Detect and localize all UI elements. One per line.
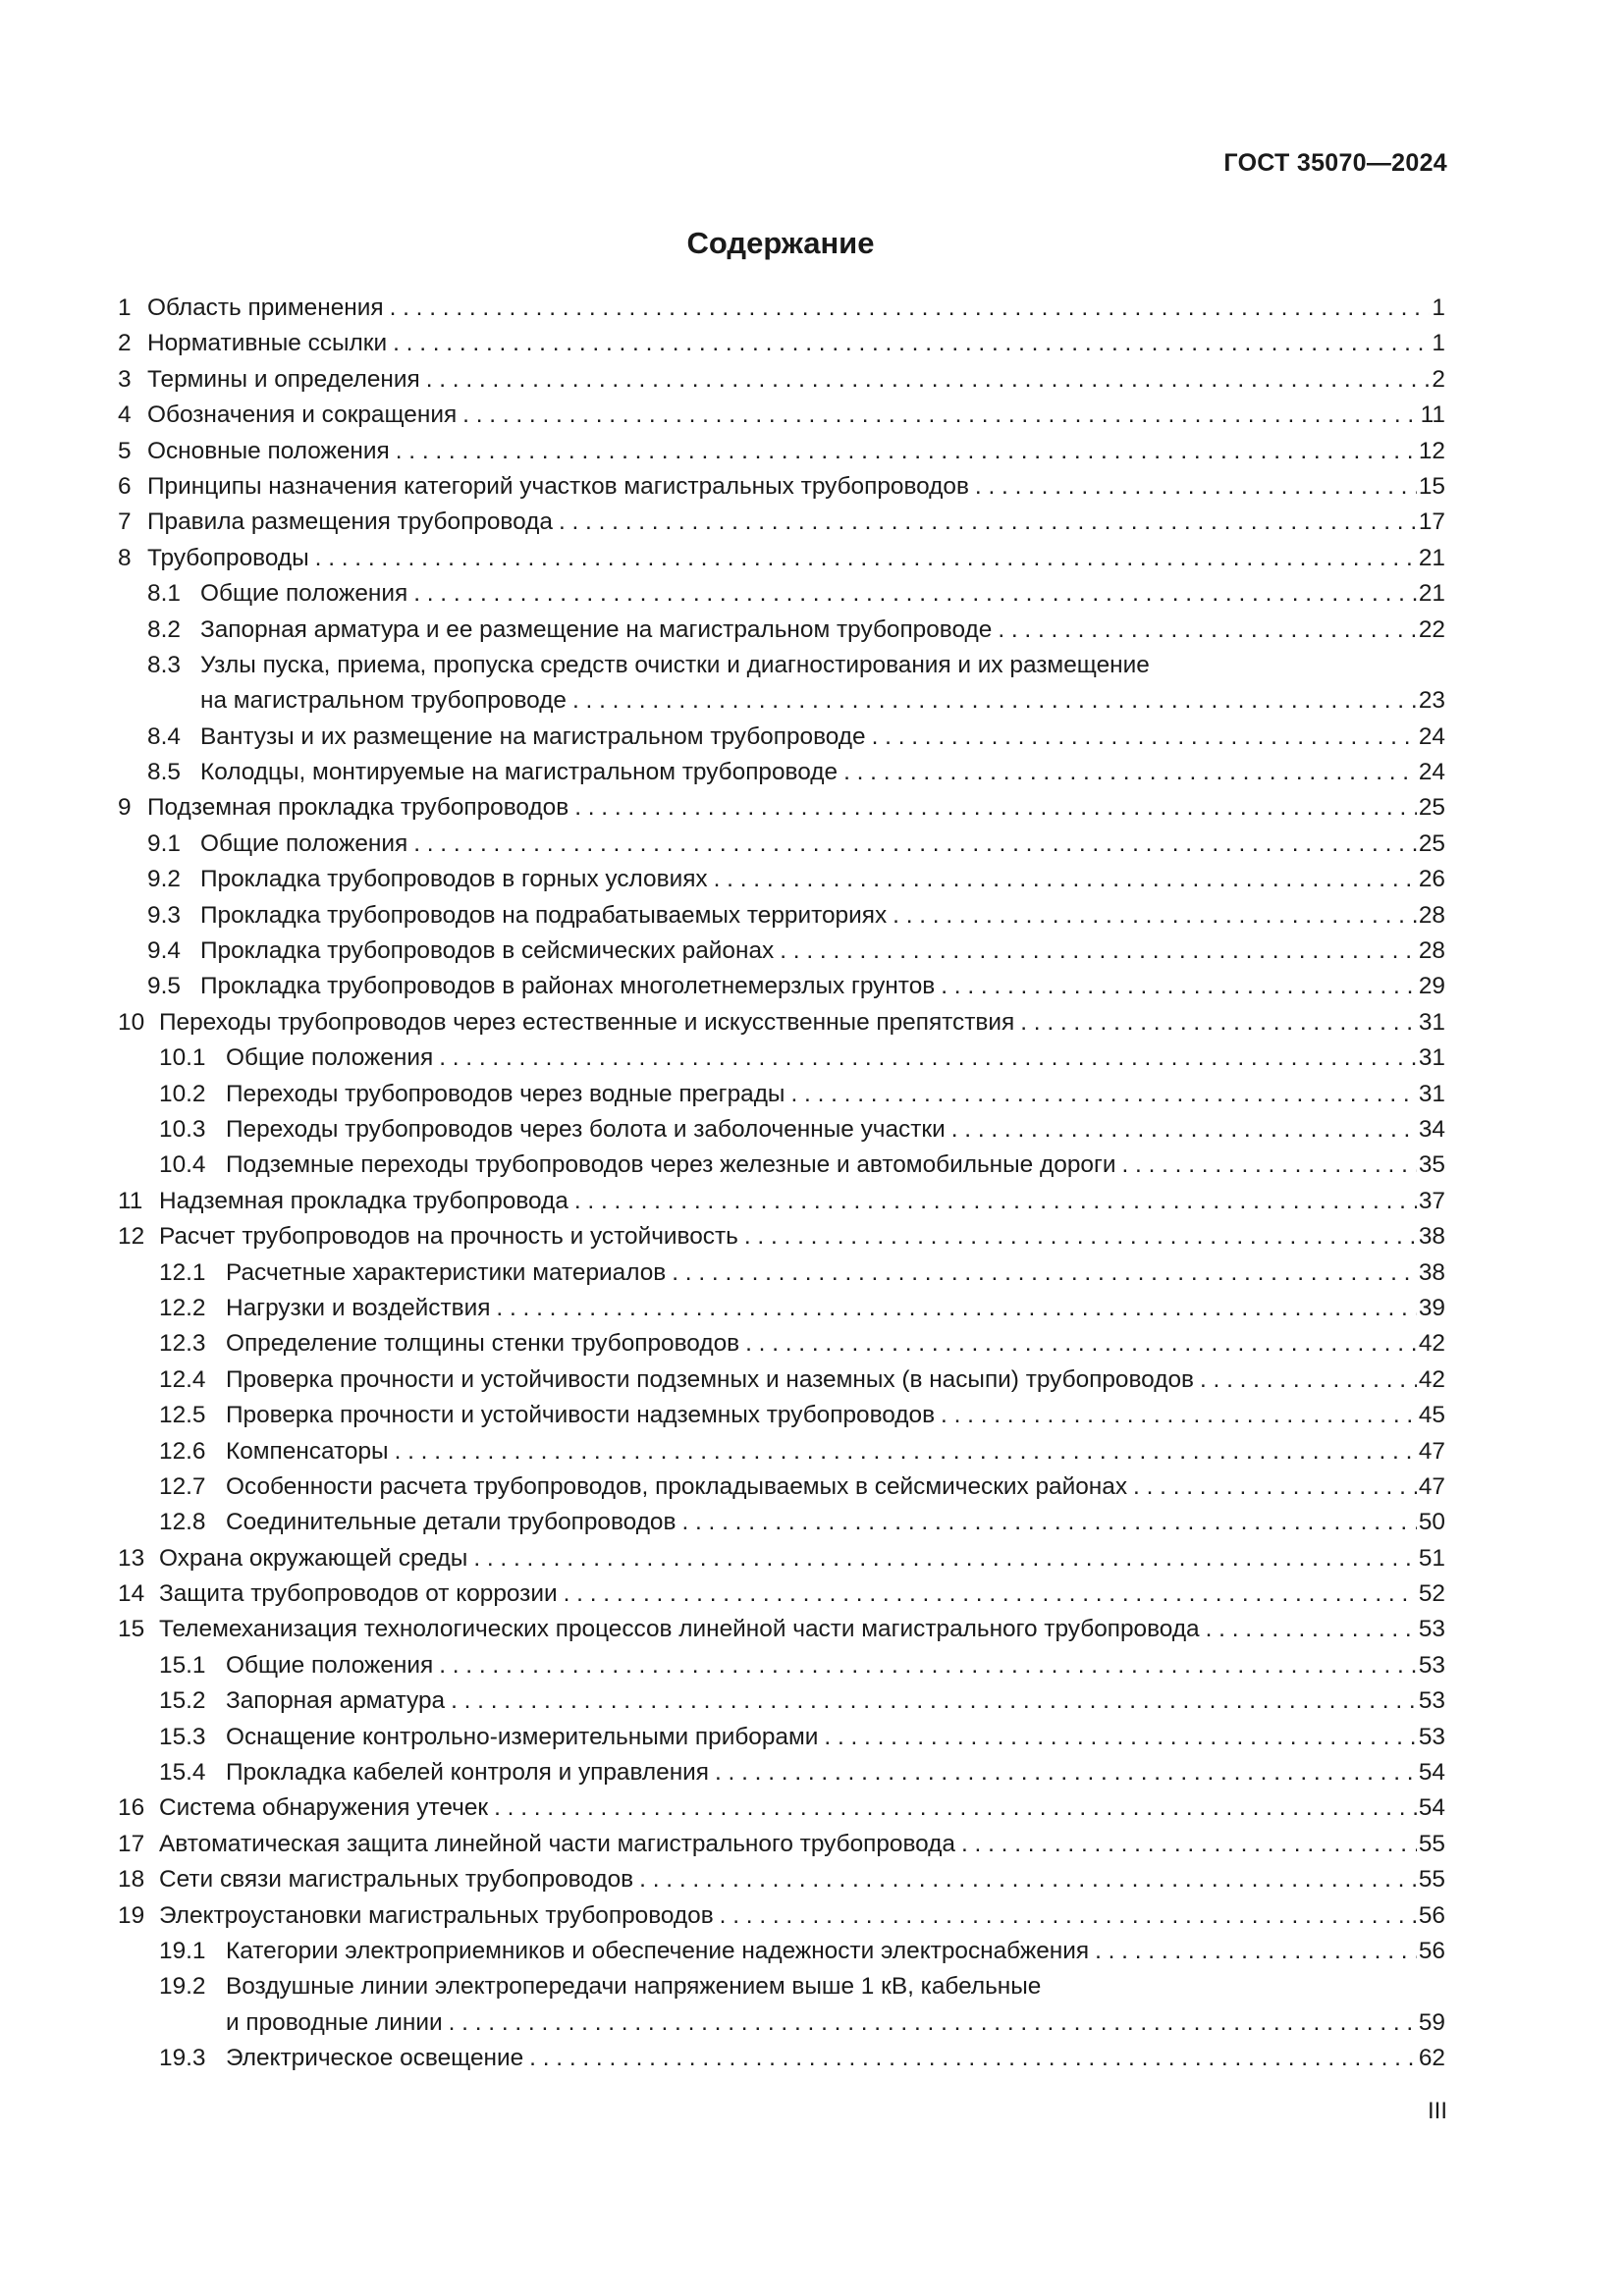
toc-entry[interactable] (118, 328, 1445, 363)
toc-entry-number: 14 (118, 1580, 145, 1608)
toc-entry-line (147, 830, 1445, 858)
toc-entry-line (118, 545, 1445, 572)
toc-entry-line (159, 1081, 1445, 1108)
toc-entry-line (118, 473, 1445, 501)
toc-entry-title: Надземная прокладка трубопровода (159, 1188, 574, 1215)
toc-dot-leader (1200, 1366, 1417, 1394)
toc-entry-title: Прокладка трубопроводов на подрабатываемых территориях (200, 902, 893, 930)
toc-entry[interactable] (118, 900, 1445, 935)
toc-entry-number: 2 (118, 330, 132, 357)
toc-entry-title: Охрана окружающей среды (159, 1545, 473, 1573)
toc-dot-leader (574, 1188, 1417, 1215)
toc-entry-line (159, 1366, 1445, 1394)
toc-entry-line (159, 1473, 1445, 1501)
toc-entry-page: 37 (1418, 1187, 1445, 1214)
toc-entry-line (159, 1402, 1445, 1429)
toc-entry-line (118, 1580, 1445, 1608)
toc-entry[interactable] (118, 400, 1445, 435)
toc-entry-title: Оснащение контрольно-измерительными приборами (226, 1724, 824, 1751)
toc-entry-page: 25 (1418, 829, 1445, 857)
toc-entry-number: 10.4 (159, 1151, 206, 1179)
toc-entry-continuation (118, 685, 1445, 721)
toc-entry-title: Общие положения (200, 830, 413, 858)
toc-entry-title: Основные положения (147, 438, 396, 465)
toc-entry[interactable] (118, 1221, 1445, 1256)
toc-entry[interactable] (118, 1436, 1445, 1471)
toc-entry-number: 3 (118, 365, 132, 393)
toc-entry-line (159, 2045, 1445, 2072)
toc-entry-page: 23 (1418, 687, 1445, 715)
toc-entry-number: 12.4 (159, 1365, 206, 1393)
toc-entry-title: Прокладка кабелей контроля и управления (226, 1759, 715, 1787)
toc-entry-page: 47 (1418, 1472, 1445, 1500)
toc-entry-page: 39 (1418, 1294, 1445, 1321)
toc-entry-number: 9.4 (147, 937, 181, 965)
toc-entry-number: 9.3 (147, 901, 181, 929)
toc-entry-line (159, 1044, 1445, 1072)
page-title: Содержание (686, 226, 875, 260)
toc-entry-line (147, 759, 1445, 786)
toc-entry-number: 6 (118, 472, 132, 500)
toc-entry-page: 54 (1418, 1794, 1445, 1822)
toc-dot-leader (824, 1724, 1416, 1751)
toc-entry[interactable] (118, 864, 1445, 899)
toc-entry-page: 21 (1418, 580, 1445, 608)
toc-entry-page: 56 (1418, 1937, 1445, 1964)
toc-entry[interactable] (118, 1507, 1445, 1542)
toc-entry-number: 16 (118, 1794, 145, 1822)
toc-entry-title: Обозначения и сокращения (147, 401, 462, 429)
toc-entry-number: 4 (118, 401, 132, 429)
toc-entry[interactable] (118, 2043, 1445, 2078)
toc-entry-line (118, 1545, 1445, 1573)
toc-entry-page: 29 (1418, 973, 1445, 1000)
toc-entry-title: Прокладка трубопроводов в районах многолетнемерзлых грунтов (200, 973, 941, 1000)
toc-dot-leader (714, 866, 1417, 893)
toc-entry-number: 15.4 (159, 1759, 206, 1787)
toc-entry-page: 17 (1418, 508, 1445, 536)
toc-entry[interactable] (118, 1042, 1445, 1078)
toc-entry[interactable] (118, 650, 1445, 685)
toc-dot-leader (872, 723, 1417, 751)
toc-dot-leader (843, 759, 1417, 786)
toc-entry-page: 52 (1418, 1580, 1445, 1608)
toc-entry-title-continued: на магистральном трубопроводе (200, 687, 572, 715)
toc-entry-number: 10.2 (159, 1080, 206, 1107)
toc-entry[interactable] (118, 935, 1445, 971)
toc-entry-number: 9 (118, 794, 132, 822)
toc-entry-page: 24 (1418, 759, 1445, 786)
toc-entry-page: 51 (1418, 1544, 1445, 1572)
toc-entry[interactable] (118, 1864, 1445, 1899)
toc-entry[interactable] (118, 1149, 1445, 1185)
toc-dot-leader (529, 2045, 1417, 2072)
toc-entry[interactable] (118, 1079, 1445, 1114)
toc-entry[interactable] (118, 1400, 1445, 1435)
toc-entry-number: 19 (118, 1901, 145, 1929)
toc-entry-number: 1 (118, 294, 132, 321)
toc-dot-leader (672, 1259, 1417, 1287)
toc-dot-leader (426, 366, 1431, 394)
toc-entry-number: 8 (118, 544, 132, 571)
toc-entry-page: 31 (1418, 1008, 1445, 1036)
toc-dot-leader (1095, 1938, 1417, 1965)
toc-entry-page: 53 (1418, 1616, 1445, 1643)
toc-entry-line (118, 1616, 1445, 1643)
toc-entry-number: 15 (118, 1616, 145, 1643)
toc-dot-leader (790, 1081, 1416, 1108)
toc-entry-number: 12.8 (159, 1509, 206, 1536)
toc-dot-leader (473, 1545, 1417, 1573)
toc-entry-page: 15 (1418, 472, 1445, 500)
toc-entry-line (118, 294, 1445, 322)
toc-entry-title: Автоматическая защита линейной части магистрального трубопровода (159, 1831, 961, 1858)
toc-entry-number: 8.2 (147, 615, 181, 643)
toc-entry-page: 54 (1418, 1759, 1445, 1787)
toc-entry-line (118, 508, 1445, 536)
toc-entry[interactable] (118, 293, 1445, 328)
toc-dot-leader (951, 1116, 1417, 1144)
toc-entry[interactable] (118, 1543, 1445, 1578)
toc-entry[interactable] (118, 971, 1445, 1006)
toc-entry-line (159, 1509, 1445, 1536)
toc-entry-number: 8.3 (147, 651, 181, 678)
toc-entry[interactable] (118, 757, 1445, 792)
toc-entry[interactable] (118, 1757, 1445, 1792)
toc-dot-leader (975, 473, 1417, 501)
toc-entry-page: 1 (1432, 294, 1445, 321)
toc-dot-leader (439, 1044, 1417, 1072)
toc-dot-leader (462, 401, 1419, 429)
toc-entry-title: Запорная арматура (226, 1687, 451, 1715)
toc-entry-title: Переходы трубопроводов через болота и заболоченные участки (226, 1116, 951, 1144)
toc-entry-title: Прокладка трубопроводов в горных условиях (200, 866, 714, 893)
toc-entry[interactable] (118, 721, 1445, 757)
toc-dot-leader (681, 1509, 1416, 1536)
toc-entry-line (147, 652, 1445, 679)
toc-entry[interactable] (118, 1792, 1445, 1828)
toc-entry-line (159, 2009, 1445, 2037)
toc-dot-leader (998, 616, 1417, 644)
toc-dot-leader (395, 1438, 1417, 1466)
toc-entry-line (118, 1794, 1445, 1822)
toc-entry-page: 53 (1418, 1651, 1445, 1679)
toc-entry-line (159, 1938, 1445, 1965)
toc-entry-page: 11 (1420, 401, 1445, 429)
toc-dot-leader (494, 1794, 1417, 1822)
toc-dot-leader (941, 973, 1417, 1000)
toc-entry-title: Электрическое освещение (226, 2045, 529, 2072)
toc-entry-page: 62 (1418, 2045, 1445, 2072)
toc-dot-leader (439, 1652, 1417, 1680)
toc-dot-leader (1121, 1151, 1416, 1179)
toc-entry-page: 34 (1418, 1115, 1445, 1143)
toc-entry-title: Вантузы и их размещение на магистральном трубопроводе (200, 723, 872, 751)
toc-entry-line (147, 866, 1445, 893)
toc-entry-title: Расчетные характеристики материалов (226, 1259, 672, 1287)
toc-dot-leader (744, 1223, 1417, 1251)
toc-entry[interactable] (118, 1971, 1445, 2006)
toc-entry-title: Правила размещения трубопровода (147, 508, 559, 536)
toc-entry-page: 31 (1418, 1080, 1445, 1107)
toc-dot-leader (413, 830, 1417, 858)
toc-entry-line (118, 330, 1445, 357)
toc-entry-number: 9.2 (147, 866, 181, 893)
toc-entry-page: 42 (1418, 1330, 1445, 1358)
toc-entry-title: Воздушные линии электропередачи напряжением выше 1 кВ, кабельные (226, 1973, 1047, 2001)
toc-entry-line (159, 1973, 1445, 2001)
toc-entry-line (159, 1652, 1445, 1680)
toc-dot-leader (393, 330, 1430, 357)
toc-entry-number: 12.1 (159, 1258, 206, 1286)
toc-entry[interactable] (118, 1186, 1445, 1221)
toc-entry-line (159, 1295, 1445, 1322)
toc-entry-title: Подземная прокладка трубопроводов (147, 794, 574, 822)
toc-entry-number: 11 (118, 1187, 143, 1214)
toc-entry-page: 53 (1418, 1687, 1445, 1715)
toc-entry-line (147, 937, 1445, 965)
toc-entry-line (118, 366, 1445, 394)
toc-entry[interactable] (118, 578, 1445, 614)
toc-entry-title: Проверка прочности и устойчивости надземных трубопроводов (226, 1402, 941, 1429)
toc-entry-title: Трубопроводы (147, 545, 315, 572)
toc-entry-line (118, 1902, 1445, 1930)
toc-dot-leader (496, 1295, 1416, 1322)
toc-entry-number: 8.5 (147, 759, 181, 786)
toc-entry[interactable] (118, 1328, 1445, 1363)
toc-entry[interactable] (118, 1722, 1445, 1757)
toc-dot-leader (745, 1330, 1417, 1358)
toc-entry-title: Прокладка трубопроводов в сейсмических районах (200, 937, 780, 965)
toc-entry-title: Проверка прочности и устойчивости подземных и наземных (в насыпи) трубопроводов (226, 1366, 1200, 1394)
toc-entry-title: Электроустановки магистральных трубопроводов (159, 1902, 720, 1930)
toc-entry-line (147, 973, 1445, 1000)
toc-dot-leader (639, 1866, 1417, 1894)
toc-entry-title: Термины и определения (147, 366, 426, 394)
toc-entry-number: 8.4 (147, 722, 181, 750)
toc-dot-leader (941, 1402, 1417, 1429)
toc-entry-number: 8.1 (147, 580, 181, 608)
toc-entry[interactable] (118, 1900, 1445, 1936)
toc-entry-page: 12 (1418, 437, 1445, 464)
toc-entry-title: Определение толщины стенки трубопроводов (226, 1330, 745, 1358)
page-number-footer: III (1427, 2098, 1447, 2124)
toc-entry-line (159, 1151, 1445, 1179)
toc-entry[interactable] (118, 614, 1445, 650)
toc-entry[interactable] (118, 1578, 1445, 1614)
toc-dot-leader (961, 1831, 1417, 1858)
toc-entry-number: 10 (118, 1008, 145, 1036)
toc-entry-title: Соединительные детали трубопроводов (226, 1509, 681, 1536)
table-of-contents (118, 293, 1445, 2079)
toc-entry-line (147, 580, 1445, 608)
toc-entry-number: 9.1 (147, 829, 181, 857)
toc-entry[interactable] (118, 471, 1445, 507)
toc-entry-line (118, 438, 1445, 465)
toc-dot-leader (780, 937, 1417, 965)
toc-entry-page: 28 (1418, 901, 1445, 929)
toc-entry-line (159, 1438, 1445, 1466)
toc-entry-line (118, 1831, 1445, 1858)
toc-entry-page: 55 (1418, 1866, 1445, 1894)
toc-dot-leader (572, 687, 1417, 715)
toc-entry-title: Защита трубопроводов от коррозии (159, 1580, 564, 1608)
toc-dot-leader (720, 1902, 1417, 1930)
toc-entry-title: Узлы пуска, приема, пропуска средств очистки и диагностирования и их размещение (200, 652, 1156, 679)
toc-entry[interactable] (118, 1293, 1445, 1328)
toc-entry-title: Система обнаружения утечек (159, 1794, 494, 1822)
toc-dot-leader (413, 580, 1417, 608)
toc-dot-leader (390, 294, 1431, 322)
toc-entry-title: Переходы трубопроводов через естественные и искусственные препятствия (159, 1009, 1020, 1037)
toc-entry-title-continued: и проводные линии (226, 2009, 449, 2037)
toc-entry-page: 31 (1418, 1044, 1445, 1072)
toc-dot-leader (449, 2009, 1417, 2037)
toc-entry-title: Подземные переходы трубопроводов через железные и автомобильные дороги (226, 1151, 1121, 1179)
toc-entry-number: 17 (118, 1830, 145, 1857)
toc-entry[interactable] (118, 1829, 1445, 1864)
toc-entry-title: Расчет трубопроводов на прочность и устойчивость (159, 1223, 744, 1251)
toc-entry-number: 10.3 (159, 1115, 206, 1143)
toc-entry-title: Телемеханизация технологических процессов линейной части магистрального трубопровода (159, 1616, 1206, 1643)
toc-entry-number: 12.3 (159, 1330, 206, 1358)
toc-entry-page: 2 (1432, 365, 1445, 393)
toc-entry[interactable] (118, 1614, 1445, 1649)
toc-entry-number: 15.1 (159, 1651, 206, 1679)
toc-entry-line (159, 1116, 1445, 1144)
toc-entry-line (159, 1330, 1445, 1358)
toc-dot-leader (396, 438, 1417, 465)
toc-entry[interactable] (118, 436, 1445, 471)
toc-entry-page: 24 (1418, 722, 1445, 750)
toc-entry-page: 25 (1418, 794, 1445, 822)
toc-entry[interactable] (118, 507, 1445, 542)
toc-entry-page: 47 (1418, 1437, 1445, 1465)
toc-dot-leader (574, 794, 1417, 822)
toc-entry-page: 22 (1418, 615, 1445, 643)
toc-entry-page: 59 (1418, 2008, 1445, 2036)
toc-entry-line (159, 1259, 1445, 1287)
toc-entry-title: Область применения (147, 294, 390, 322)
toc-entry-title: Нагрузки и воздействия (226, 1295, 496, 1322)
toc-entry-title: Колодцы, монтируемые на магистральном трубопроводе (200, 759, 843, 786)
toc-entry-number: 13 (118, 1544, 145, 1572)
toc-entry-title: Компенсаторы (226, 1438, 395, 1466)
toc-entry-continuation (118, 2007, 1445, 2043)
toc-entry[interactable] (118, 1685, 1445, 1721)
toc-entry-title: Категории электроприемников и обеспечение надежности электроснабжения (226, 1938, 1095, 1965)
toc-entry-title: Особенности расчета трубопроводов, прокладываемых в сейсмических районах (226, 1473, 1133, 1501)
toc-entry-line (147, 687, 1445, 715)
toc-entry-number: 19.3 (159, 2045, 206, 2072)
toc-entry-page: 45 (1418, 1402, 1445, 1429)
toc-entry-line (118, 1188, 1445, 1215)
toc-entry-number: 12.6 (159, 1437, 206, 1465)
toc-dot-leader (315, 545, 1417, 572)
toc-entry-number: 12.2 (159, 1294, 206, 1321)
toc-entry[interactable] (118, 1936, 1445, 1971)
toc-entry-title: Общие положения (200, 580, 413, 608)
toc-entry-line (147, 616, 1445, 644)
toc-entry[interactable] (118, 1471, 1445, 1507)
toc-entry-line (118, 1223, 1445, 1251)
toc-entry-page: 28 (1418, 937, 1445, 965)
toc-entry-number: 15.3 (159, 1723, 206, 1750)
toc-entry[interactable] (118, 1114, 1445, 1149)
toc-entry-line (147, 723, 1445, 751)
toc-dot-leader (715, 1759, 1417, 1787)
toc-entry-line (118, 1866, 1445, 1894)
toc-entry-line (159, 1759, 1445, 1787)
toc-entry-number: 15.2 (159, 1687, 206, 1715)
toc-entry-number: 19.2 (159, 1973, 206, 2001)
toc-entry-number: 10.1 (159, 1044, 206, 1072)
toc-entry-page: 50 (1418, 1509, 1445, 1536)
toc-entry-number: 12 (118, 1223, 145, 1251)
toc-entry-line (118, 1009, 1445, 1037)
toc-entry[interactable] (118, 364, 1445, 400)
toc-entry[interactable] (118, 1007, 1445, 1042)
toc-entry-number: 18 (118, 1866, 145, 1894)
toc-entry-title: Запорная арматура и ее размещение на магистральном трубопроводе (200, 616, 998, 644)
toc-entry-title: Сети связи магистральных трубопроводов (159, 1866, 639, 1894)
toc-dot-leader (1133, 1473, 1417, 1501)
toc-entry-line (118, 794, 1445, 822)
toc-entry-title: Принципы назначения категорий участков магистральных трубопроводов (147, 473, 975, 501)
toc-entry-title: Переходы трубопроводов через водные преграды (226, 1081, 790, 1108)
toc-dot-leader (564, 1580, 1417, 1608)
toc-entry-page: 38 (1418, 1223, 1445, 1251)
toc-entry[interactable] (118, 1257, 1445, 1293)
toc-entry-page: 1 (1432, 330, 1445, 357)
toc-entry[interactable] (118, 543, 1445, 578)
toc-dot-leader (1020, 1009, 1417, 1037)
toc-entry-page: 55 (1418, 1830, 1445, 1857)
toc-entry-line (159, 1724, 1445, 1751)
toc-entry[interactable] (118, 1364, 1445, 1400)
toc-entry-line (147, 902, 1445, 930)
toc-entry-line (159, 1687, 1445, 1715)
toc-entry-number: 19.1 (159, 1937, 206, 1964)
toc-entry[interactable] (118, 1650, 1445, 1685)
toc-entry-number: 9.5 (147, 973, 181, 1000)
toc-entry[interactable] (118, 828, 1445, 864)
toc-entry-page: 56 (1418, 1901, 1445, 1929)
toc-entry-page: 35 (1418, 1151, 1445, 1179)
toc-entry-page: 26 (1418, 866, 1445, 893)
toc-dot-leader (893, 902, 1417, 930)
toc-entry-number: 12.7 (159, 1472, 206, 1500)
toc-dot-leader (451, 1687, 1417, 1715)
toc-dot-leader (559, 508, 1417, 536)
toc-entry-number: 7 (118, 508, 132, 536)
toc-dot-leader (1206, 1616, 1417, 1643)
toc-entry-page: 42 (1418, 1365, 1445, 1393)
toc-entry-title: Общие положения (226, 1652, 439, 1680)
toc-entry-title: Общие положения (226, 1044, 439, 1072)
toc-entry-number: 12.5 (159, 1402, 206, 1429)
toc-entry-number: 5 (118, 437, 132, 464)
toc-entry-line (118, 401, 1445, 429)
standard-number: ГОСТ 35070—2024 (1223, 149, 1447, 177)
toc-entry-page: 21 (1418, 544, 1445, 571)
toc-entry[interactable] (118, 792, 1445, 828)
toc-entry-page: 38 (1418, 1258, 1445, 1286)
toc-entry-title: Нормативные ссылки (147, 330, 393, 357)
toc-entry-page: 53 (1418, 1723, 1445, 1750)
